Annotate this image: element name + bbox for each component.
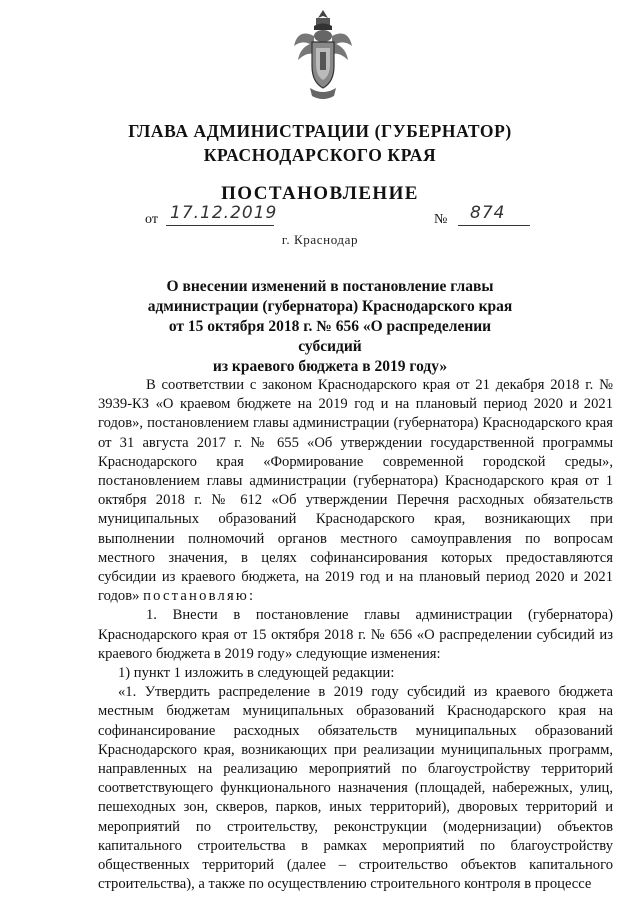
date-label: от: [145, 212, 158, 227]
title-line2: администрации (губернатора) Краснодарского края: [147, 298, 513, 315]
coat-of-arms-emblem: [292, 4, 354, 104]
resolve-keyword: постановляю:: [143, 588, 256, 605]
date-handwritten: 17.12.2019: [170, 203, 278, 223]
document-type-heading: ПОСТАНОВЛЕНИЕ: [221, 183, 419, 204]
paragraph-new-wording: «1. Утвердить распределение в 2019 году субсидий из краевого бюджета местным бюджетам муниципальных образований Краснодарского края на софинансирование расходных обязательств муниципальных образований Краснодарского края, возникающих при реализации муниципальных программ, направленных на реализацию мероприятий по благоустройству территорий соответствующего функционального назначения (площадей, набережных, улиц, пешеходных зон, скверов, парков, иных территорий), дворовых территорий и мероприятий по строительству, реконструкции (модернизации) объектов капитального строительства в рамках мероприятий по благоустройству общественных территорий (далее – строительство объектов капитального строительства), а также по осуществлению строительного контроля в процессе: [98, 684, 613, 893]
number-handwritten: 874: [470, 203, 506, 223]
number-underline: [458, 225, 530, 226]
city-label: г. Краснодар: [281, 232, 359, 247]
paragraph-preamble: [98, 376, 613, 606]
title-line4: из краевого бюджета в 2019 году»: [212, 358, 448, 375]
authority-title-line2: КРАСНОДАРСКОГО КРАЯ: [203, 145, 437, 165]
document-title: [140, 277, 520, 377]
title-line3: от 15 октября 2018 г. № 656 «О распределении субсидий: [168, 318, 492, 355]
preamble-text: В соответствии с законом Краснодарского края от 21 декабря 2018 г. № 3939-КЗ «О краевом бюджете на 2019 год и на плановый период 2020 и 2021 годов», постановлением главы администрации (губернатора) Краснодарского края от 31 августа 2017 г. № 655 «Об утверждении государственной программы Краснодарского края «Формирование современной городской среды», постановлением главы администрации (губернатора) Краснодарского края от 1 октября 2018 г. № 612 «Об утверждении Перечня расходных обязательств муниципальных образований Краснодарского края, возникающих при выполнении полномочий органов местного самоуправления по вопросам местного значения, в целях софинансирования которых предоставляются субсидии из краевого бюджета, на 2019 год и на плановый период 2020 и 2021 годов»: [98, 377, 613, 605]
paragraph-subitem-1: 1) пункт 1 изложить в следующей редакции:: [118, 665, 395, 682]
document-body: [98, 376, 613, 894]
title-line1: О внесении изменений в постановление главы: [166, 278, 494, 295]
number-label: №: [434, 212, 448, 227]
date-underline: [166, 225, 274, 226]
authority-title-line1: ГЛАВА АДМИНИСТРАЦИИ (ГУБЕРНАТОР): [128, 121, 512, 141]
paragraph-item-1: 1. Внести в постановление главы администрации (губернатора) Краснодарского края от 15 октября 2018 г. № 656 «О распределении субсидий из краевого бюджета в 2019 году» следующие изменения:: [98, 607, 613, 662]
